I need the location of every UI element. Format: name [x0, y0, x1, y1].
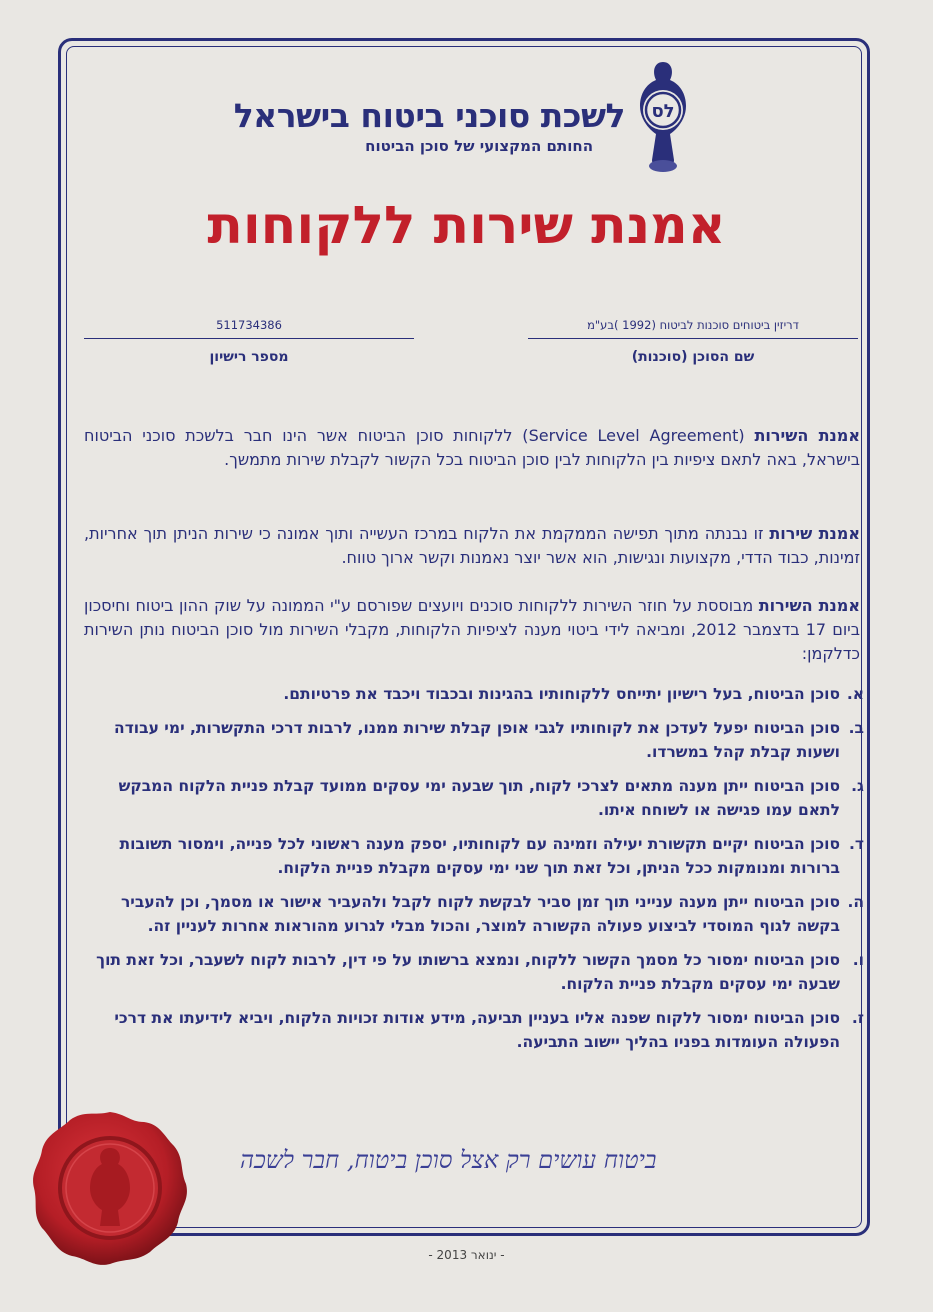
list-item — [84, 890, 864, 938]
list-item-text: סוכן הביטוח יקיים תקשורת יעילה וזמינה עם לקוחותיו, יספק מענה ראשוני לכל פנייה, וימסור תשובות ברורות ומנומקות ככל הניתן, וכל זאת תוך שני ימי עסקים מקבלת פניית הלקוח. — [119, 835, 840, 877]
svg-text:לס: לס — [651, 101, 675, 122]
license-value: 511734386 — [216, 318, 282, 332]
list-item-letter: ד. — [848, 835, 864, 853]
wax-seal-icon — [30, 1108, 190, 1268]
list-item — [84, 716, 864, 764]
intro-paragraph-1 — [84, 424, 860, 472]
agent-name-field — [528, 318, 858, 365]
list-item-text: סוכן הביטוח, בעל רישיון יתייחס ללקוחותיו בהגינות ובכבוד ויכבד את פרטיותם. — [283, 685, 840, 703]
intro-paragraph-3 — [84, 594, 860, 666]
list-item — [84, 1006, 864, 1054]
org-name: לשכת סוכני ביטוח בישראל — [233, 96, 625, 135]
paragraph-lead: אמנת השירות — [754, 426, 861, 445]
list-item — [84, 948, 864, 996]
paragraph-lead: אמנת שירות — [769, 524, 861, 543]
lishka-logo-icon — [628, 60, 698, 180]
list-item-text: סוכן הביטוח ימסור כל מסמך הקשור ללקוח, ונמצא ברשותו על פי דין, לרבות לקוח לשעבר, וכל זאת תוך שבעה ימי עסקים מקבלת פניית הלקוח. — [96, 951, 840, 993]
list-item-letter: ג. — [851, 777, 864, 795]
commitments-list — [84, 682, 864, 1064]
list-item-letter: ב. — [848, 719, 864, 737]
agent-name-line — [528, 338, 858, 339]
org-tagline: החותם המקצועי של סוכן הביטוח — [365, 137, 593, 155]
paragraph-lead: אמנת השירות — [758, 596, 861, 615]
license-label: מספר רישיון — [209, 349, 289, 365]
document-date: - ינואר 2013 - — [428, 1248, 505, 1262]
list-item-text: סוכן הביטוח ייתן מענה ענייני תוך זמן סביר לבקשת לקוח לקבל ולהעביר אישור או מסמך, וכן להעביר בקשה לגוף המוסדי לביצוע פעולה הקשורה למוצר, והכול מבלי לגרוע מהוראות אחרות לעניין זה. — [120, 893, 840, 935]
license-field — [84, 318, 414, 365]
list-item-text: סוכן הביטוח יפעל לעדכן את לקוחותיו לגבי אופן קבלת שירות ממנו, לרבות דרכי התקשרות, ימי עבודה ושעות קבלת קהל במשרדו. — [114, 719, 840, 761]
paragraph-text: מבוססת על חוזר השירות ללקוחות סוכנים ויועצים שפורסם ע"י הממונה על שוק ההון ביטוח וחיסכון ביום 17 בדצמבר 2012, ומביאה לידי ביטוי מענה לציפיות הלקוחות, מקבלי השירות מול סוכן הביטוח נותן השירות כדלקמן: — [84, 596, 860, 663]
paragraph-text: (Service Level Agreement) ללקוחות סוכן הביטוח אשר הינו חבר בלשכת סוכני הביטוח בישראל, באה לתאם ציפיות בין הלקוחות לבין סוכן הביטוח בכל הקשור לקבלת שירות מתמשך. — [84, 426, 860, 469]
agent-name-value: דריזין ביטוחים סוכנות לביטוח (1992 )בע"מ — [587, 318, 799, 332]
list-item — [84, 832, 864, 880]
list-item-letter: ז. — [851, 1009, 864, 1027]
license-line — [84, 338, 414, 339]
paragraph-text: זו נבנתה מתוך תפישה הממקמת את הלקוח במרכז העשייה ותוך אמונה כי שירות הניתן תוך אחריות, זמינות, כבוד הדדי, מקצועות ונגישות, הוא אשר יוצר נאמנות וקשר ארוך טווח. — [84, 524, 860, 567]
list-item-letter: ו. — [852, 951, 864, 969]
agent-name-label: שם הסוכן (סוכנות) — [631, 349, 755, 365]
list-item — [84, 682, 864, 706]
list-item — [84, 774, 864, 822]
page-title: אמנת שירות ללקוחות — [207, 196, 726, 256]
list-item-letter: א. — [846, 685, 864, 703]
intro-paragraph-2 — [84, 522, 860, 570]
list-item-letter: ה. — [847, 893, 864, 911]
handwritten-signature: ביטוח עושים רק אצל סוכן ביטוח, חבר לשכה — [240, 1146, 657, 1174]
list-item-text: סוכן הביטוח ימסור ללקוח שפנה אליו בעניין תביעה, מידע אודות זכויות הלקוח, ויביא לידיעתו את דרכי הפעולה העומדות בפניו בהליך יישוב התביעה. — [114, 1009, 840, 1051]
list-item-text: סוכן הביטוח ייתן מענה מתאים לצרכי לקוח, תוך שבעה ימי עסקים ממועד קבלת פניית הלקוח המבקש לתאם עמו פגישה או לשוחח איתו. — [118, 777, 840, 819]
